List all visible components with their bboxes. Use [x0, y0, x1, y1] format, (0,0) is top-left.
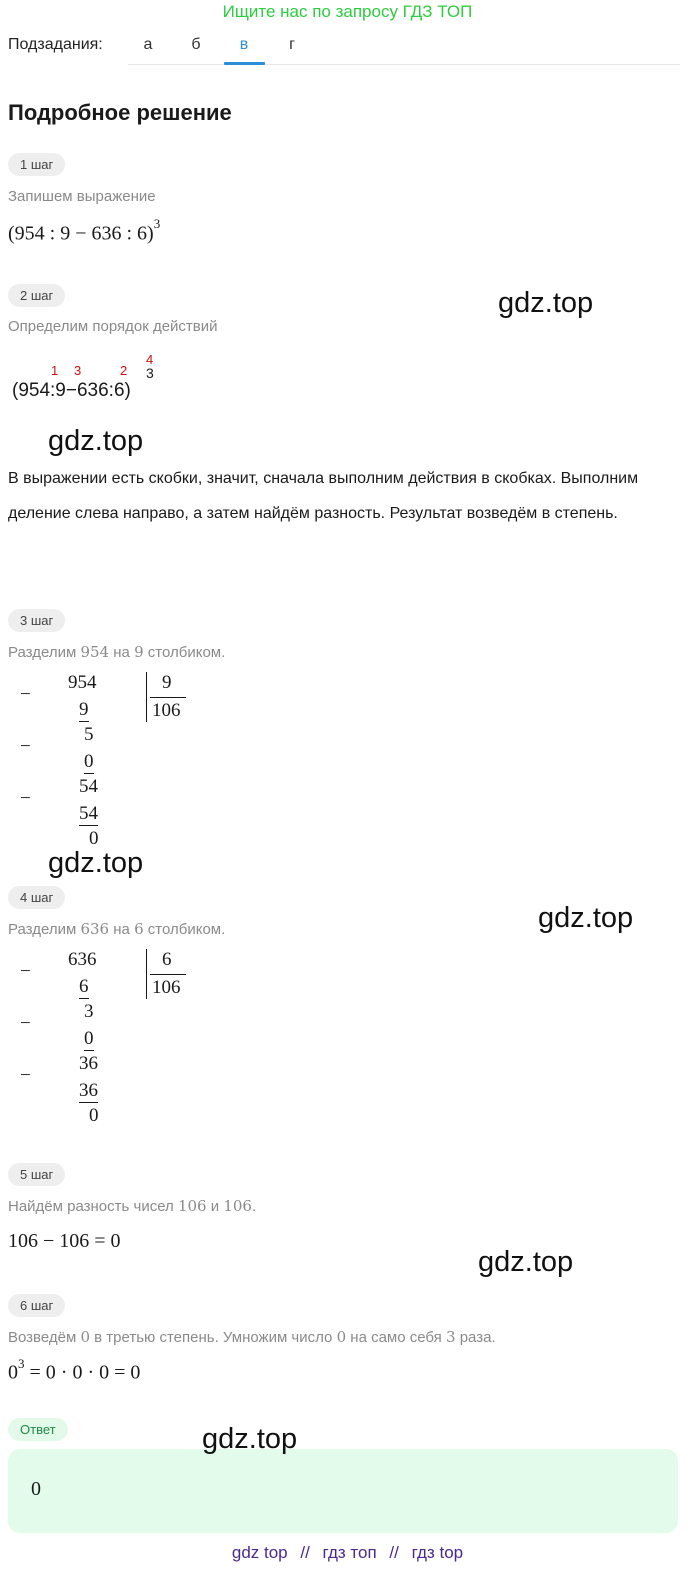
- step-4-badge: 4 шаг: [8, 886, 65, 909]
- step-1-caption: Запишем выражение: [8, 188, 156, 205]
- step-4-caption-pre: Разделим: [8, 921, 77, 938]
- order-mark-1: 1: [51, 363, 59, 378]
- partial-subtrahend: 9: [79, 699, 89, 720]
- step-4-num-a: 636: [80, 920, 110, 938]
- step-6-base: 0: [8, 1361, 18, 1384]
- dividend: 636: [68, 949, 97, 970]
- quotient: 106: [152, 700, 181, 721]
- step-3-badge: 3 шаг: [8, 609, 65, 632]
- step-6-power: 3: [18, 1356, 25, 1371]
- active-tab-indicator: [224, 62, 265, 65]
- footer-separator: //: [389, 1543, 399, 1562]
- order-mark-2: 2: [120, 363, 128, 378]
- step-2-caption: Определим порядок действий: [8, 318, 218, 335]
- watermark-6: gdz.top: [202, 1423, 298, 1455]
- partial-subtrahend: 0: [84, 1028, 94, 1049]
- division-horizontal-line: [150, 974, 186, 975]
- tab-b[interactable]: б: [191, 36, 201, 53]
- divisor: 6: [162, 949, 172, 970]
- step-6-num-a: 0: [80, 1328, 90, 1346]
- step-5-caption-mid: и: [210, 1198, 220, 1215]
- final-remainder: 0: [89, 828, 99, 849]
- step-3-num-b: 9: [134, 643, 144, 661]
- step-4-caption-mid: на: [113, 921, 130, 938]
- search-hint-banner: Ищите нас по запросу ГДЗ ТОП: [222, 2, 473, 21]
- step-4-caption: [8, 920, 225, 938]
- tab-a[interactable]: а: [143, 36, 153, 53]
- step-2-expression: (954:9−636:6): [12, 380, 131, 401]
- step-6-caption-mid: в третью степень. Умножим число: [94, 1329, 333, 1346]
- watermark-1: gdz.top: [498, 287, 594, 319]
- minus-sign: −: [20, 1065, 31, 1086]
- tab-v-active[interactable]: в: [239, 36, 249, 53]
- page-title: Подробное решение: [8, 100, 232, 125]
- watermark-4: gdz.top: [538, 902, 634, 934]
- remainder-digit: 5: [84, 724, 94, 745]
- footer-link-1[interactable]: gdz top: [231, 1543, 288, 1562]
- division-vertical-line: [146, 672, 147, 722]
- step-1-badge: 1 шаг: [8, 153, 65, 176]
- remainder-digit: 36: [79, 1053, 98, 1074]
- subtasks-label: Подзадания:: [8, 36, 103, 53]
- partial-subtrahend: 6: [79, 976, 89, 997]
- minus-sign: −: [20, 736, 31, 757]
- minus-sign: −: [20, 788, 31, 809]
- step-3-caption-post: столбиком.: [147, 644, 226, 661]
- final-remainder: 0: [89, 1105, 99, 1126]
- partial-subtrahend: 54: [79, 803, 98, 824]
- divisor: 9: [162, 672, 172, 693]
- answer-badge: Ответ: [8, 1418, 68, 1441]
- partial-subtrahend: 0: [84, 751, 94, 772]
- tab-g[interactable]: г: [289, 36, 295, 53]
- step-3-caption: [8, 643, 225, 661]
- step-6-caption-post: раза.: [459, 1329, 496, 1346]
- step-6-expr-rest: = 0 · 0 · 0 = 0: [29, 1361, 141, 1384]
- watermark-3: gdz.top: [48, 847, 144, 879]
- step-1-expr-text: (954 : 9 − 636 : 6): [8, 222, 154, 245]
- step-5-caption: [8, 1197, 256, 1215]
- step-6-expression: [8, 1356, 141, 1385]
- quotient: 106: [152, 977, 181, 998]
- minus-sign: −: [20, 1013, 31, 1034]
- step-3-caption-pre: Разделим: [8, 644, 77, 661]
- footer-separator: //: [300, 1543, 310, 1562]
- step-6-caption-mid2: на само себя: [350, 1329, 442, 1346]
- minus-sign: −: [20, 684, 31, 705]
- step-3-long-division: [0, 672, 300, 852]
- step-2-explanation: В выражении есть скобки, значит, сначала выполним действия в скобках. Выполним деление слева направо, а затем найдём разность. Результат возведём в степень.: [8, 470, 639, 522]
- step-5-num-b: 106: [223, 1197, 252, 1215]
- division-vertical-line: [146, 949, 147, 999]
- step-5-expression: 106 − 106 = 0: [8, 1230, 121, 1252]
- step-2-power: 3: [146, 365, 154, 381]
- tabs-divider: [128, 64, 680, 65]
- footer-link-2[interactable]: гдз топ: [322, 1543, 377, 1562]
- step-6-num-b: 0: [336, 1328, 347, 1346]
- watermark-2: gdz.top: [48, 425, 144, 457]
- step-5-caption-pre: Найдём разность чисел: [8, 1198, 174, 1215]
- answer-value: 0: [31, 1478, 41, 1500]
- order-mark-4: 4: [146, 352, 154, 367]
- step-3-caption-mid: на: [113, 644, 130, 661]
- step-4-long-division: [0, 949, 300, 1129]
- step-5-caption-post: .: [251, 1198, 257, 1215]
- order-mark-3: 3: [74, 363, 82, 378]
- step-5-num-a: 106: [177, 1197, 207, 1215]
- step-6-caption-pre: Возведём: [8, 1329, 77, 1346]
- footer-link-3[interactable]: гдз top: [411, 1543, 464, 1562]
- partial-subtrahend: 36: [79, 1080, 98, 1101]
- step-2-badge: 2 шаг: [8, 284, 65, 307]
- footer-links: [0, 1543, 695, 1563]
- remainder-digit: 54: [79, 776, 98, 797]
- watermark-5: gdz.top: [478, 1246, 574, 1278]
- division-horizontal-line: [150, 697, 186, 698]
- step-1-power: 3: [153, 216, 161, 231]
- step-6-badge: 6 шаг: [8, 1294, 65, 1317]
- step-1-expression: [8, 216, 161, 246]
- step-4-num-b: 6: [134, 920, 144, 938]
- step-6-caption: [8, 1328, 496, 1346]
- step-5-badge: 5 шаг: [8, 1163, 65, 1186]
- step-3-num-a: 954: [80, 643, 110, 661]
- remainder-digit: 3: [84, 1001, 94, 1022]
- step-4-caption-post: столбиком.: [147, 921, 226, 938]
- dividend: 954: [68, 672, 97, 693]
- answer-box: [8, 1449, 678, 1533]
- minus-sign: −: [20, 961, 31, 982]
- step-6-num-c: 3: [445, 1328, 456, 1346]
